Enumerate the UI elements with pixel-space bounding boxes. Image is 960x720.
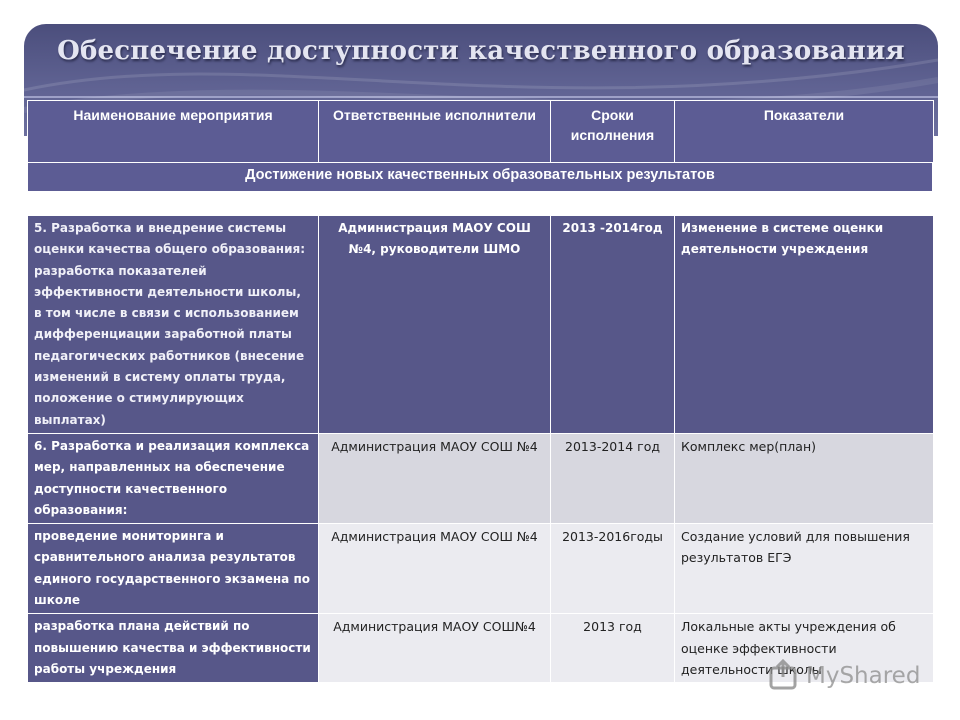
myshared-logo-icon: [768, 659, 802, 693]
header-responsible: Ответственные исполнители: [319, 101, 551, 168]
section-title: Достижение новых качественных образовательных результатов: [27, 162, 933, 192]
cell-responsible: Администрация МАОУ СОШ №4: [319, 433, 551, 523]
table-row: [28, 216, 934, 434]
watermark: [768, 657, 920, 695]
cell-indicators: Создание условий для повышения результатов ЕГЭ: [675, 524, 934, 614]
cell-period: 2013 -2014год: [551, 216, 675, 434]
header-activity: Наименование мероприятия: [28, 101, 319, 168]
cell-indicators: Изменение в системе оценки деятельности учреждения: [675, 216, 934, 434]
cell-indicators: Локальные акты учреждения об оценке эффективности деятельности школы: [675, 614, 934, 683]
cell-indicators: Комплекс мер(план): [675, 433, 934, 523]
cell-period: 2013 год: [551, 614, 675, 683]
activities-table: [27, 215, 934, 683]
header-indicators: Показатели: [675, 101, 934, 168]
table-header: [27, 100, 934, 168]
cell-period: 2013-2016годы: [551, 524, 675, 614]
cell-period: 2013-2014 год: [551, 433, 675, 523]
header-period: Сроки исполнения: [551, 101, 675, 168]
table-row: [28, 433, 934, 523]
watermark-brand: MyShared: [806, 663, 921, 689]
cell-activity: разработка плана действий по повышению качества и эффективности работы учреждения: [28, 614, 319, 683]
cell-activity: 5. Разработка и внедрение системы оценки качества общего образования: разработка показателей эффективности деятельности школы, в том числе в связи с использованием дифференциации заработной платы педагогических работников (внесение изменений в систему оплаты труда, положение о стимулирующих выплатах): [28, 216, 319, 434]
slide-title: Обеспечение доступности качественного образования: [57, 36, 905, 66]
cell-responsible: Администрация МАОУ СОШ №4, руководители ШМО: [319, 216, 551, 434]
banner-divider: [24, 96, 938, 98]
cell-responsible: Администрация МАОУ СОШ №4: [319, 524, 551, 614]
cell-activity: проведение мониторинга и сравнительного анализа результатов единого государственного экзамена по школе: [28, 524, 319, 614]
cell-responsible: Администрация МАОУ СОШ№4: [319, 614, 551, 683]
cell-activity: 6. Разработка и реализация комплекса мер, направленных на обеспечение доступности качественного образования:: [28, 433, 319, 523]
table-row: [28, 524, 934, 614]
